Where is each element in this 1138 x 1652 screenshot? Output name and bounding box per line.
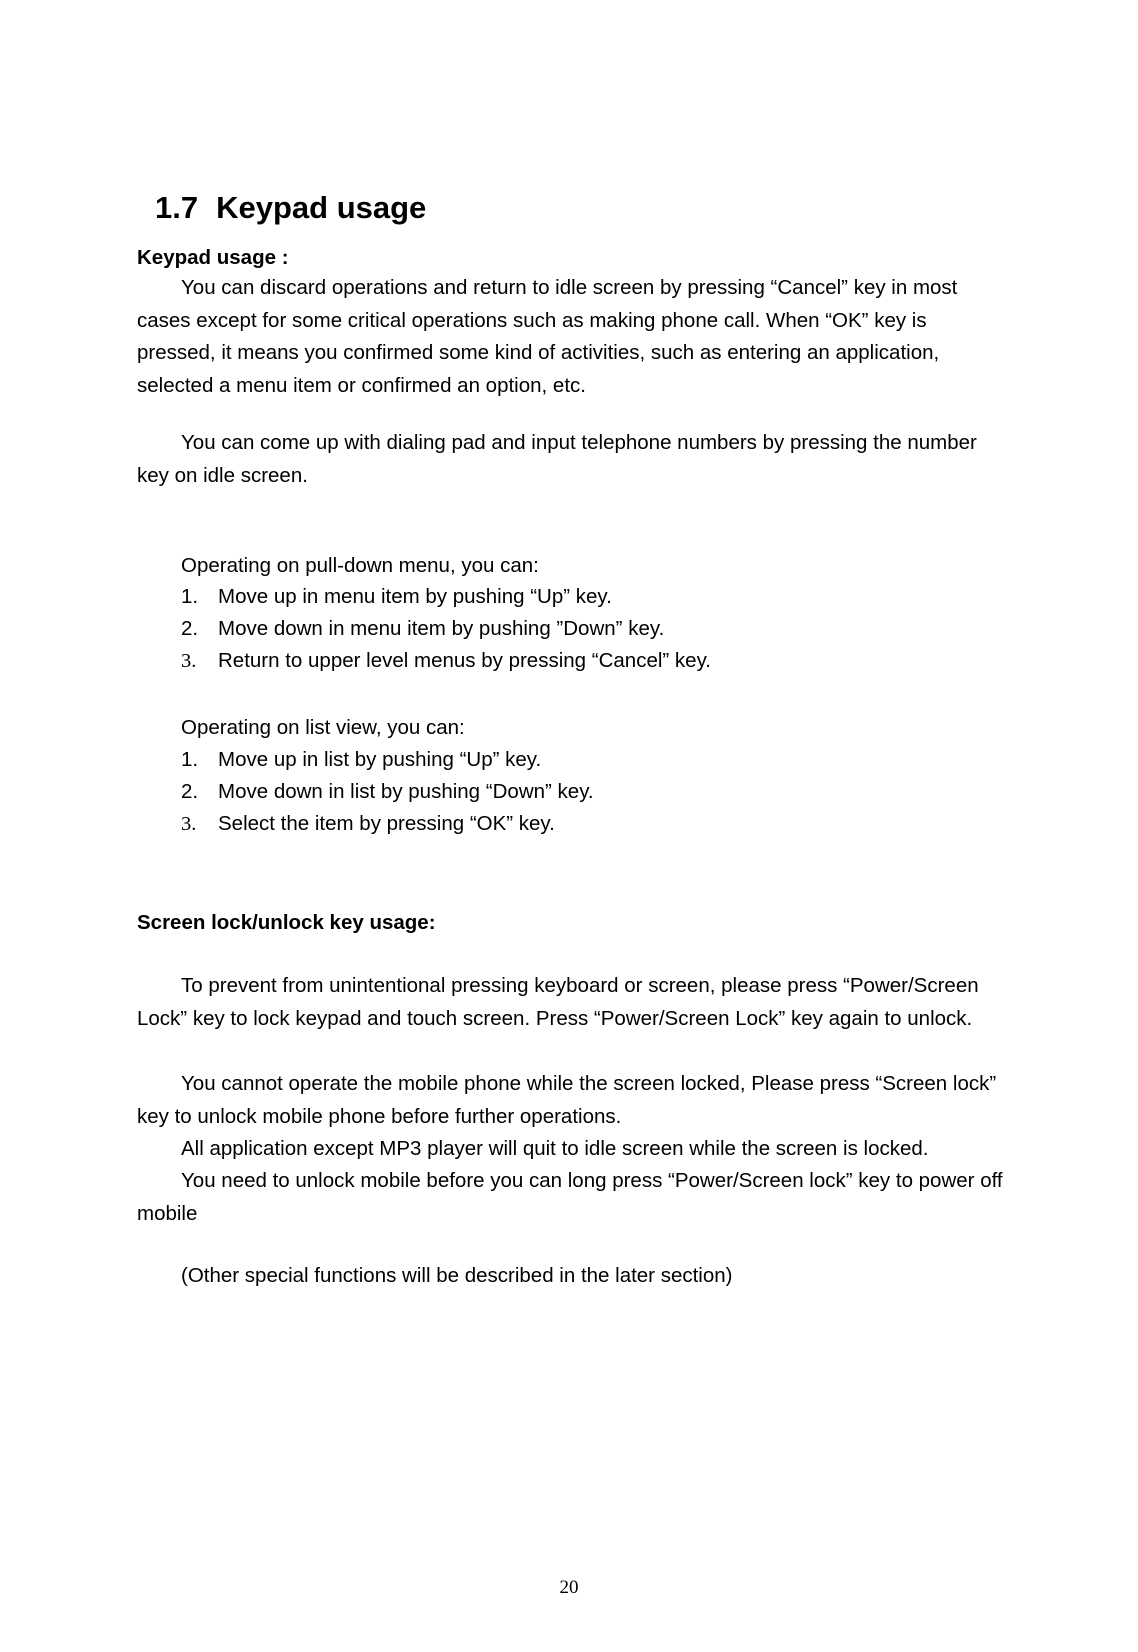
listview-list-item: [181, 780, 594, 804]
list-marker: 2.: [181, 780, 199, 803]
list-item-text: Move up in menu item by pushing “Up” key.: [218, 585, 612, 608]
listview-list-item: [181, 748, 541, 772]
screen-lock-paragraph-power-off: You need to unlock mobile before you can long press “Power/Screen lock” key to power off mobile: [137, 1169, 1003, 1225]
section-heading: [155, 190, 426, 226]
list-marker: 1.: [181, 585, 199, 608]
list-item-text: Return to upper level menus by pressing “Cancel” key.: [218, 649, 711, 672]
list-item-text: Move down in list by pushing “Down” key.: [218, 780, 594, 803]
screen-lock-paragraph-lock: To prevent from unintentional pressing keyboard or screen, please press “Power/Screen Lock” key to lock keypad and touch screen. Press “Power/Screen Lock” key again to unlock.: [137, 974, 979, 1030]
list-marker: 3.: [181, 813, 197, 835]
section-title: Keypad usage: [216, 190, 427, 225]
screen-lock-subheading: Screen lock/unlock key usage:: [137, 911, 436, 934]
list-item-text: Select the item by pressing “OK” key.: [218, 812, 555, 835]
section-number: 1.7: [155, 190, 199, 225]
screen-lock-paragraph-cannot-operate: You cannot operate the mobile phone while the screen locked, Please press “Screen lock” key to unlock mobile phone before further operations.: [137, 1072, 997, 1128]
listview-list-item: [181, 812, 555, 836]
list-marker: 3.: [181, 650, 197, 672]
screen-lock-note: (Other special functions will be described in the later section): [181, 1264, 733, 1287]
pulldown-list-item: [181, 617, 664, 641]
list-marker: 1.: [181, 748, 199, 771]
screen-lock-paragraph-mp3: All application except MP3 player will quit to idle screen while the screen is locked.: [181, 1137, 929, 1160]
keypad-usage-subheading: Keypad usage :: [137, 246, 289, 269]
pulldown-list-item: [181, 585, 612, 609]
list-item-text: Move down in menu item by pushing ”Down” key.: [218, 617, 665, 640]
keypad-paragraph-dialing: You can come up with dialing pad and input telephone numbers by pressing the number key on idle screen.: [137, 431, 977, 487]
pulldown-list-item: [181, 649, 711, 673]
listview-intro: Operating on list view, you can:: [181, 716, 465, 739]
list-marker: 2.: [181, 617, 199, 640]
keypad-paragraph-cancel-ok: You can discard operations and return to idle screen by pressing “Cancel” key in most cases except for some critical operations such as making phone call. When “OK” key is pressed, it means you confirmed some kind of activities, such as entering an application, selected a menu item or confirmed an option, etc.: [137, 276, 958, 397]
page-number: 20: [559, 1577, 579, 1598]
list-item-text: Move up in list by pushing “Up” key.: [218, 748, 542, 771]
pulldown-intro: Operating on pull-down menu, you can:: [181, 554, 539, 577]
